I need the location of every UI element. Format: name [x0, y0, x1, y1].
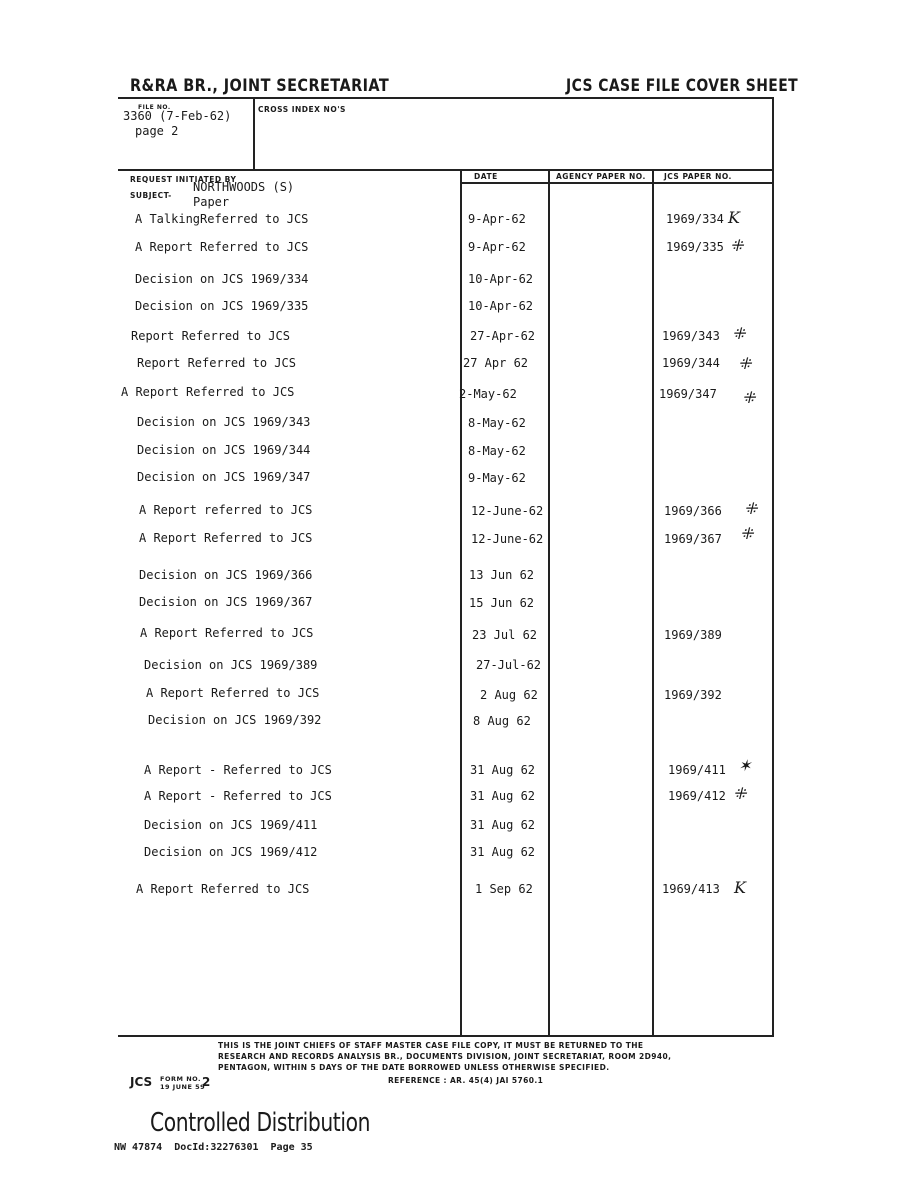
row-16-date: 27-Jul-62 [476, 658, 542, 672]
row-5-check-mark: ⁜ [732, 324, 746, 343]
row-4-text: Decision on JCS 1969/335 [135, 299, 309, 313]
row-2-text: A Report Referred to JCS [135, 240, 309, 254]
row-3-date: 10-Apr-62 [468, 272, 534, 286]
agency-col-header: AGENCY PAPER NO. [556, 172, 646, 181]
header-right-title: JCS CASE FILE COVER SHEET [566, 76, 799, 96]
row-11-jcs: 1969/366 [664, 504, 722, 518]
file-no-label: FILE NO. [138, 104, 171, 111]
row-12-date: 12-June-62 [471, 532, 544, 546]
row-9-date: 8-May-62 [468, 444, 526, 458]
file-no-value: 3360 (7-Feb-62) [123, 109, 232, 123]
row-5-date: 27-Apr-62 [470, 329, 536, 343]
subject-label: SUBJECT- [130, 191, 172, 200]
row-13-text: Decision on JCS 1969/366 [139, 568, 313, 582]
row-2-date: 9-Apr-62 [468, 240, 526, 254]
form-jcs-label: JCS [130, 1075, 153, 1089]
row-7-check-mark: ⁜ [742, 388, 756, 407]
row-11-check-mark: ⁜ [744, 499, 758, 518]
row-20-jcs: 1969/412 [668, 789, 726, 803]
footer-notice-line-3: PENTAGON, WITHIN 5 DAYS OF THE DATE BORROWED UNLESS OTHERWISE SPECIFIED. [218, 1063, 610, 1072]
file-box-right-edge [772, 97, 774, 169]
row-21-date: 31 Aug 62 [470, 818, 536, 832]
row-7-text: A Report Referred to JCS [121, 385, 295, 399]
footer-rule [118, 1035, 774, 1037]
row-15-text: A Report Referred to JCS [140, 626, 314, 640]
footer-reference: REFERENCE : AR. 45(4) JAI 5760.1 [388, 1076, 544, 1085]
controlled-distribution-stamp: Controlled Distribution [150, 1108, 371, 1138]
row-20-text: A Report - Referred to JCS [144, 789, 332, 803]
row-15-date: 23 Jul 62 [472, 628, 538, 642]
row-15-jcs: 1969/389 [664, 628, 722, 642]
row-1-date: 9-Apr-62 [468, 212, 526, 226]
row-6-jcs: 1969/344 [662, 356, 720, 370]
row-13-date: 13 Jun 62 [469, 568, 535, 582]
row-11-date: 12-June-62 [471, 504, 544, 518]
date-col-left [460, 169, 462, 1035]
row-6-check-mark: ⁜ [738, 354, 752, 373]
file-page: page 2 [135, 124, 179, 138]
col-header-rule [460, 182, 774, 184]
row-22-date: 31 Aug 62 [470, 845, 536, 859]
row-1-text: A TalkingReferred to JCS [135, 212, 309, 226]
row-6-date: 27 Apr 62 [463, 356, 529, 370]
footer-notice-line-2: RESEARCH AND RECORDS ANALYSIS BR., DOCUMENTS DIVISION, JOINT SECRETARIAT, ROOM 2D940, [218, 1052, 672, 1061]
row-19-jcs: 1969/411 [668, 763, 726, 777]
jcs-col-right [772, 169, 774, 1035]
footer-notice-line-1: THIS IS THE JOINT CHIEFS OF STAFF MASTER CASE FILE COPY, IT MUST BE RETURNED TO THE [218, 1041, 644, 1050]
row-4-date: 10-Apr-62 [468, 299, 534, 313]
row-1-jcs: 1969/334 [666, 212, 724, 226]
row-11-text: A Report referred to JCS [139, 503, 313, 517]
cross-index-label: CROSS INDEX NO'S [258, 105, 346, 114]
row-7-jcs: 1969/347 [659, 387, 717, 401]
row-1-check-mark: K [728, 208, 740, 227]
form-no-label: FORM NO. [160, 1075, 201, 1083]
request-initiated-label: REQUEST INITIATED BY [130, 175, 237, 184]
row-18-text: Decision on JCS 1969/392 [148, 713, 322, 727]
row-5-text: Report Referred to JCS [131, 329, 290, 343]
row-2-jcs: 1969/335 [666, 240, 724, 254]
header-left-title: R&RA BR., JOINT SECRETARIAT [130, 76, 390, 96]
row-10-text: Decision on JCS 1969/347 [137, 470, 311, 484]
row-19-date: 31 Aug 62 [470, 763, 536, 777]
row-18-date: 8 Aug 62 [473, 714, 531, 728]
row-14-date: 15 Jun 62 [469, 596, 535, 610]
row-20-check-mark: ⁜ [733, 784, 747, 803]
row-23-text: A Report Referred to JCS [136, 882, 310, 896]
file-box-divider [253, 99, 255, 169]
row-21-text: Decision on JCS 1969/411 [144, 818, 318, 832]
row-22-text: Decision on JCS 1969/412 [144, 845, 318, 859]
row-10-date: 9-May-62 [468, 471, 526, 485]
file-box-bottom-rule [118, 169, 774, 171]
jcs-col-left [652, 169, 654, 1035]
row-20-date: 31 Aug 62 [470, 789, 536, 803]
header-rule [118, 97, 774, 99]
row-6-text: Report Referred to JCS [137, 356, 296, 370]
row-19-check-mark: ✶ [738, 756, 752, 775]
row-17-text: A Report Referred to JCS [146, 686, 320, 700]
row-17-date: 2 Aug 62 [480, 688, 538, 702]
doc-id-line: NW 47874 DocId:32276301 Page 35 [114, 1142, 313, 1153]
row-17-jcs: 1969/392 [664, 688, 722, 702]
jcs-col-header: JCS PAPER NO. [664, 172, 732, 181]
row-16-text: Decision on JCS 1969/389 [144, 658, 318, 672]
row-23-date: 1 Sep 62 [475, 882, 533, 896]
subject-line-2: Paper [193, 195, 230, 209]
form-number: 2 [202, 1075, 211, 1089]
row-14-text: Decision on JCS 1969/367 [139, 595, 313, 609]
form-date-label: 19 JUNE 59 [160, 1083, 206, 1091]
row-9-text: Decision on JCS 1969/344 [137, 443, 311, 457]
row-8-text: Decision on JCS 1969/343 [137, 415, 311, 429]
row-12-jcs: 1969/367 [664, 532, 722, 546]
agency-col-left [548, 169, 550, 1035]
row-8-date: 8-May-62 [468, 416, 526, 430]
date-col-header: DATE [474, 172, 498, 181]
row-5-jcs: 1969/343 [662, 329, 720, 343]
row-23-jcs: 1969/413 [662, 882, 720, 896]
row-23-check-mark: K [734, 878, 746, 897]
subject-line-1: NORTHWOODS (S) [193, 180, 295, 194]
row-2-check-mark: ⁜ [730, 236, 744, 255]
row-12-text: A Report Referred to JCS [139, 531, 313, 545]
row-19-text: A Report - Referred to JCS [144, 763, 332, 777]
row-3-text: Decision on JCS 1969/334 [135, 272, 309, 286]
row-12-check-mark: ⁜ [740, 524, 754, 543]
row-7-date: 2-May-62 [459, 387, 517, 401]
